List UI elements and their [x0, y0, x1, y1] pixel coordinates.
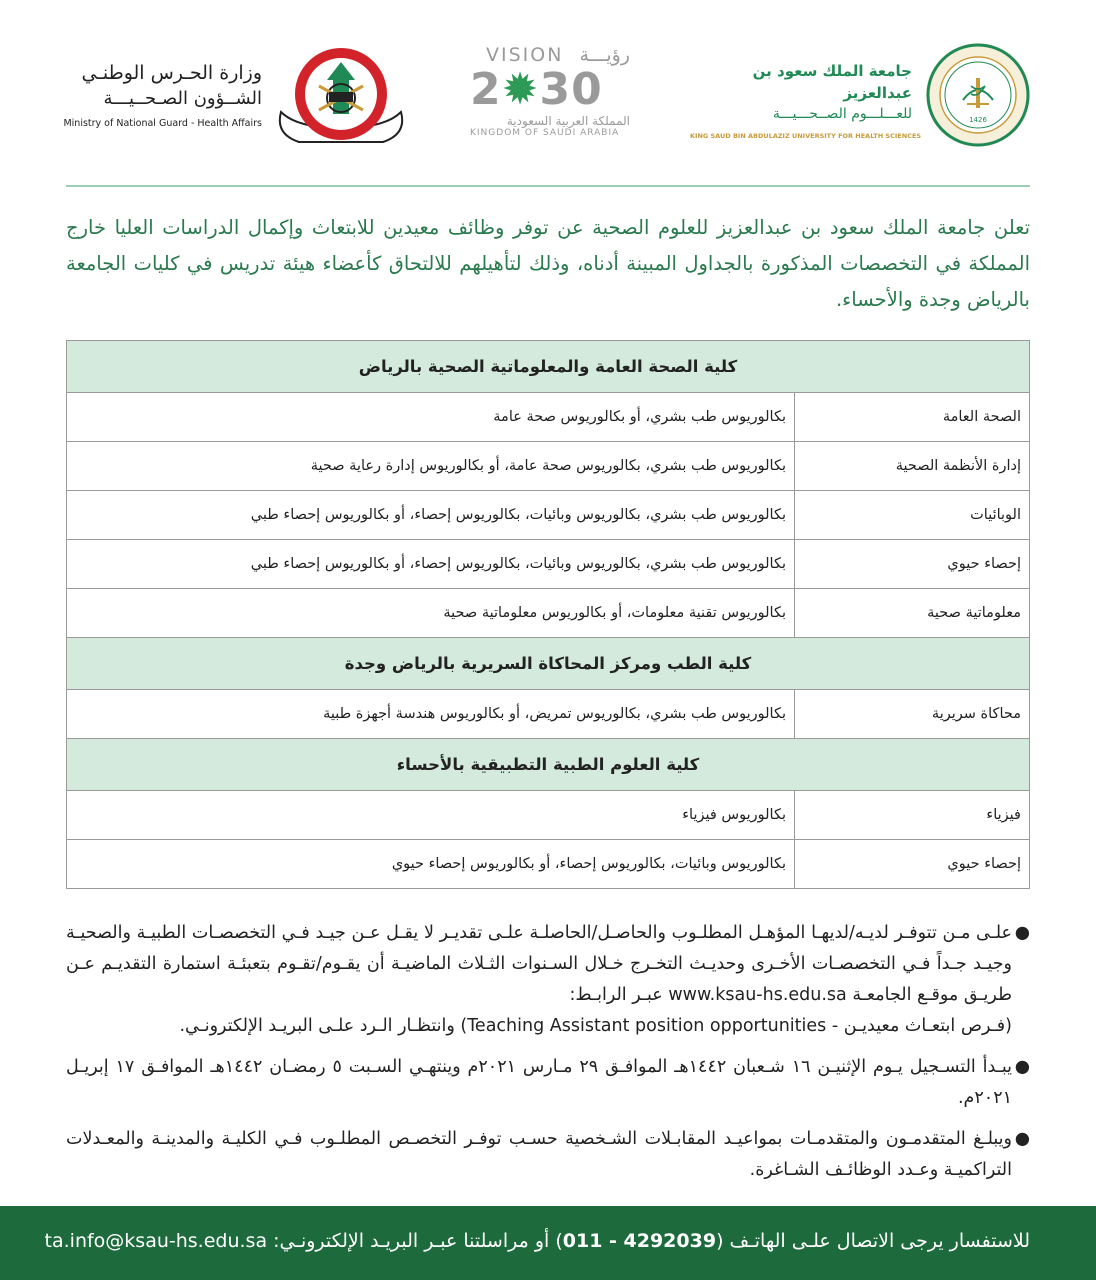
college-title: كلية العلوم الطبية التطبيقية بالأحساء: [67, 739, 1030, 791]
table-row: [67, 491, 1030, 540]
table-row: [67, 442, 1030, 491]
ksau-name-ar-line2: للعـــلـــوم الصــحـــيـــة: [772, 106, 912, 122]
contact-line: [45, 1230, 1030, 1252]
vision-year-suffix: 30: [539, 64, 603, 115]
table-row: [67, 393, 1030, 442]
specialty-cell: إحصاء حيوي: [795, 840, 1030, 889]
note-1-text-b: عبـر الرابـط:: [569, 985, 663, 1005]
vision-year-prefix: 2: [470, 64, 502, 115]
notes-list: [66, 918, 1030, 1196]
table-row: [67, 589, 1030, 638]
specialties-table: [66, 340, 1030, 889]
qualification-cell: بكالوريوس طب بشري، بكالوريوس وبائيات، بكالوريوس إحصاء، أو بكالوريوس إحصاء طبي: [67, 491, 795, 540]
vision-country-ar: المملكة العربية السعودية: [506, 114, 630, 128]
contact-email[interactable]: ta.info@ksau-hs.edu.sa: [44, 1230, 268, 1252]
list-item: [66, 918, 1030, 1042]
vision-word-en: VISION: [486, 44, 564, 66]
qualification-cell: بكالوريوس طب بشري، بكالوريوس تمريض، أو بكالوريوس هندسة أجهزة طبية: [67, 690, 795, 739]
vision-country-en: KINGDOM OF SAUDI ARABIA: [470, 128, 620, 138]
specialty-cell: إدارة الأنظمة الصحية: [795, 442, 1030, 491]
vision-word-ar: رؤيـــة: [579, 44, 630, 66]
teaching-assistant-link-label: Teaching Assistant position opportunities: [467, 1016, 827, 1036]
university-website-link[interactable]: www.ksau-hs.edu.sa: [668, 985, 847, 1005]
ksau-name-en: KING SAUD BIN ABDULAZIZ UNIVERSITY FOR HEALTH SCIENCES: [690, 132, 922, 140]
specialty-cell: الوبائيات: [795, 491, 1030, 540]
note-1-text-c: (فـرص ابتعـاث معيديـن -: [831, 1016, 1012, 1036]
national-guard-emblem-logo: [275, 42, 407, 150]
note-1-text-a: علـى مـن تتوفـر لديـه/لديهـا المؤهـل المطلـوب والحاصـل/الحاصلـة علـى تقديـر لا يقـل عـن جيـد فـي التخصصـات الطبيـة والصحيـة وجيـد جـداً فـي التخصصـات الأخـرى وحديـث التخـرج خـلال السـنوات الثـلاث الماضيـة أن يقـوم/تقـوم بتعبئـة استمارة التقديـم عـن طريـق موقـع الجامعـة: [66, 923, 1012, 1005]
specialty-cell: محاكاة سريرية: [795, 690, 1030, 739]
college-header-row: [67, 739, 1030, 791]
ksau-seal-year: 1426: [969, 116, 987, 124]
qualification-cell: بكالوريوس فيزياء: [67, 791, 795, 840]
table-row: [67, 791, 1030, 840]
college-title: كلية الطب ومركز المحاكاة السريرية بالرياض وجدة: [67, 638, 1030, 690]
contact-footer: [0, 1206, 1096, 1280]
contact-text-b: ) أو مراسلتنا عبـر البريـد الإلكترونـي:: [273, 1230, 563, 1252]
list-item: [66, 1124, 1030, 1186]
specialty-cell: الصحة العامة: [795, 393, 1030, 442]
ministry-name-block: [62, 60, 262, 129]
college-title: كلية الصحة العامة والمعلوماتية الصحية بالرياض: [67, 341, 1030, 393]
table-row: [67, 840, 1030, 889]
page-header: [0, 0, 1096, 185]
qualification-cell: بكالوريوس طب بشري، أو بكالوريوس صحة عامة: [67, 393, 795, 442]
specialty-cell: فيزياء: [795, 791, 1030, 840]
ministry-name-en: Ministry of National Guard - Health Affairs: [63, 118, 262, 129]
vision-2030-logo: [470, 44, 630, 154]
college-header-row: [67, 638, 1030, 690]
contact-phone[interactable]: 011 - 4292039: [562, 1230, 717, 1252]
specialty-cell: معلوماتية صحية: [795, 589, 1030, 638]
list-item: [66, 1052, 1030, 1114]
ministry-name-ar-line2: الشــؤون الصـحــيـــة: [103, 88, 262, 109]
ksau-name-block: [690, 60, 922, 140]
qualification-cell: بكالوريوس طب بشري، بكالوريوس صحة عامة، أو بكالوريوس إدارة رعاية صحية: [67, 442, 795, 491]
note-2-text: يبـدأ التسـجيل يـوم الإثنيـن ١٦ شـعبان ١٤٤٢هـ الموافـق ٢٩ مـارس ٢٠٢١م وينتهـي السـبت ٥ رمضـان ١٤٤٢هـ الموافـق ١٧ إبريـل ٢٠٢١م.: [66, 1057, 1012, 1108]
bullet-icon: ●: [1014, 1057, 1030, 1077]
table-row: [67, 690, 1030, 739]
specialty-cell: إحصاء حيوي: [795, 540, 1030, 589]
contact-text-a: للاستفسار يرجى الاتصال علـى الهاتـف (: [716, 1230, 1030, 1252]
table-row: [67, 540, 1030, 589]
note-3-text: ويبلـغ المتقدمـون والمتقدمـات بمواعيـد المقابـلات الشـخصية حسـب توفـر التخصـص المطلـوب فـي الكليـة والمدينـة والمعـدلات التراكميـة وعـدد الوظائـف الشـاغرة.: [66, 1129, 1012, 1180]
header-divider: [66, 185, 1030, 187]
note-1-text-d: ) وانتظـار الـرد علـى البريـد الإلكترونـي.: [179, 1016, 468, 1036]
vision-palm-emblem-icon: ✹: [501, 64, 540, 115]
ksau-seal-logo: [925, 42, 1031, 148]
ministry-name-ar-line1: وزارة الحـرس الوطنـي: [81, 62, 262, 84]
bullet-icon: ●: [1014, 1129, 1030, 1149]
college-header-row: [67, 341, 1030, 393]
qualification-cell: بكالوريوس تقنية معلومات، أو بكالوريوس معلوماتية صحية: [67, 589, 795, 638]
ksau-name-ar-line1: جامعة الملك سعود بن عبدالعزيز: [752, 62, 912, 102]
qualification-cell: بكالوريوس وبائيات، بكالوريوس إحصاء، أو بكالوريوس إحصاء حيوي: [67, 840, 795, 889]
qualification-cell: بكالوريوس طب بشري، بكالوريوس وبائيات، بكالوريوس إحصاء، أو بكالوريوس إحصاء طبي: [67, 540, 795, 589]
bullet-icon: ●: [1014, 923, 1030, 943]
intro-paragraph: تعلن جامعة الملك سعود بن عبدالعزيز للعلوم الصحية عن توفر وظائف معيدين للابتعاث وإكمال الدراسات العليا خارج المملكة في التخصصات المذكورة بالجداول المبينة أدناه، وذلك لتأهيلهم للالتحاق كأعضاء هيئة تدريس في كليات الجامعة بالرياض وجدة والأحساء.: [66, 216, 1030, 311]
